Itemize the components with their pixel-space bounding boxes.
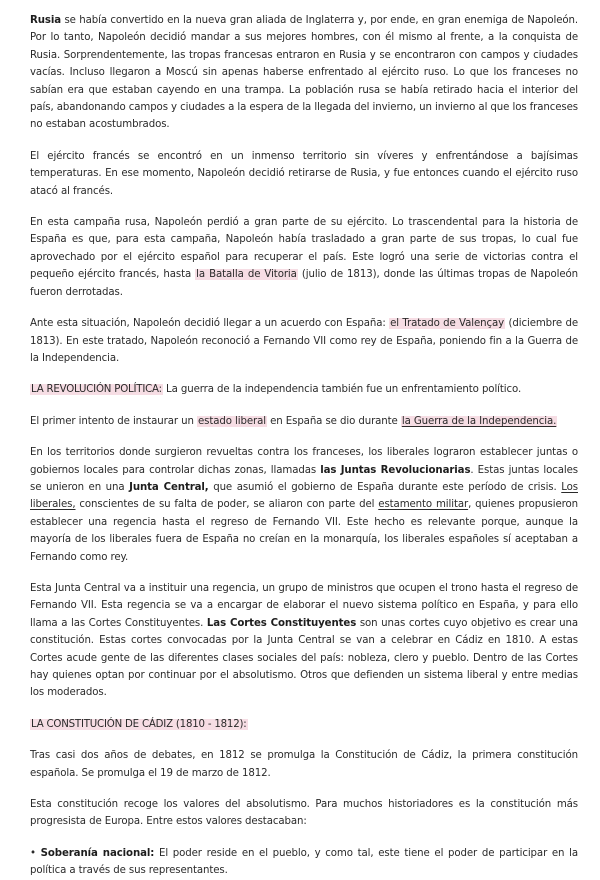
paragraph-text: . Estas juntas locales se unieron en una <box>30 464 578 493</box>
paragraph-text: En esta campaña rusa, Napoleón perdió a gran parte de su ejército. Lo trascendental para la historia de España es que, para esta campaña, Napoleón había trasladado a gran parte de sus tropas, lo cual fue aprovechado por el ejército español para recuperar el país. Este logró una serie de victorias contra el pequeño ejército francés, hasta <box>30 217 578 281</box>
highlight-estado-liberal: estado liberal <box>197 415 266 427</box>
heading-highlight: LA REVOLUCIÓN POLÍTICA: <box>31 384 162 396</box>
paragraph-juntas <box>30 444 578 566</box>
paragraph-text: conscientes de su falta de poder, se aliaron con parte del <box>75 499 379 511</box>
underline-guerra-independencia: la Guerra de la Independencia. <box>401 415 557 427</box>
paragraph-text: Ante esta situación, Napoleón decidió llegar a un acuerdo con España: <box>30 318 390 330</box>
bold-cortes-constituyentes: Las Cortes Constituyentes <box>206 617 357 629</box>
paragraph-tratado <box>30 315 578 367</box>
paragraph-text: El primer intento de instaurar un <box>30 415 197 427</box>
paragraph-text: en España se dio durante <box>266 415 401 427</box>
underline-estamento-militar: estamento militar <box>378 499 469 511</box>
paragraph-promulgacion: Tras casi dos años de debates, en 1812 se promulga la Constitución de Cádiz, la primera constitución española. Se promulga el 19 de marzo de 1812. <box>30 750 578 779</box>
bullet-soberania <box>30 845 578 880</box>
highlight-batalla-vitoria: la Batalla de Vitoria <box>196 269 297 281</box>
paragraph-text: En los territorios donde surgieron revueltas contra los franceses, los liberales lograron establecer juntas o gobiernos locales para controlar dichas zonas, llamadas <box>30 447 578 476</box>
heading-highlight: LA CONSTITUCIÓN DE CÁDIZ (1810 - 1812): <box>31 718 247 730</box>
highlight-tratado-valencay: el Tratado de Valençay <box>390 318 505 330</box>
paragraph-text: que asumió el gobierno de España durante este período de crisis. <box>208 481 562 493</box>
paragraph-ejercito: El ejército francés se encontró en un inmenso territorio sin víveres y enfrentándose a bajísimas temperaturas. En ese momento, Napoleón decidió retirarse de Rusia, y fue entonces cuando el ejército ruso atacó al francés. <box>30 150 578 197</box>
heading-text: La guerra de la independencia también fue un enfrentamiento político. <box>162 384 522 396</box>
paragraph-campana-rusa <box>30 214 578 301</box>
paragraph-text: son unas cortes cuyo objetivo es crear una constitución. Estas cortes convocadas por la Junta Central se van a celebrar en Cádiz en 1810. A estas Cortes acude gente de las diferentes clases sociales del país: nobleza, clero y pueblo. Dentro de las Cortes hay quienes optan por continuar por el absolutismo. Otros que defienden un sistema liberal y entre medias los moderados. <box>30 617 578 699</box>
paragraph-text: Esta Junta Central va a instituir una regencia, un grupo de ministros que ocupen el trono hasta el regreso de Fernando VII. Esta regencia se va a encargar de elaborar el nuevo sistema político en España, y para ello llama a las Cortes Constituyentes. <box>30 582 578 629</box>
bold-term: Rusia <box>30 15 62 26</box>
paragraph-text: , quienes propusieron establecer una regencia hasta el regreso de Fernando VII. Este hecho es relevante porque, aunque la mayoría de los liberales fuera de España no creían en la monarquía, los liberales españoles sí aceptaban a Fernando como rey. <box>30 499 578 563</box>
paragraph-text: El poder reside en el pueblo, y como tal, este tiene el poder de participar en la política a través de sus representantes. <box>30 847 578 877</box>
bold-junta-central: Junta Central, <box>129 481 209 493</box>
paragraph-text: (diciembre de 1813). En este tratado, Napoleón reconoció a Fernando VII como rey de España, poniendo fin a la Guerra de la Independencia. <box>30 318 578 364</box>
paragraph-regencia <box>30 580 578 702</box>
bold-juntas-revolucionarias: las Juntas Revolucionarias <box>320 464 471 476</box>
section-heading-revolucion <box>30 381 578 398</box>
paragraph-valores: Esta constitución recoge los valores del absolutismo. Para muchos historiadores es la constitución más progresista de Europa. Entre estos valores destacaban: <box>30 799 578 828</box>
paragraph-text: (julio de 1813), donde las últimas tropas de Napoleón fueron derrotadas. <box>30 269 578 298</box>
paragraph-estado-liberal <box>30 413 578 430</box>
bullet-icon: • <box>30 847 41 859</box>
paragraph-text: se había convertido en la nueva gran aliada de Inglaterra y, por ende, en gran enemiga de Napoleón. Por lo tanto, Napoleón decidió mandar a sus mejores hombres, con él mismo al frente, a la conquista de Rusia. Sorprendentemente, las tropas francesas entraron en Rusia y se encontraron con campos y ciudades vacías. Incluso llegaron a Moscú sin apenas haberse enfrentado al ejército ruso. Lo que los franceses no sabían era que estaban cayendo en una trampa. La población rusa se había retirado hacia el interior del país, abandonando campos y ciudades a la espera de la llegada del invierno, un invierno al que los franceses no estaban acostumbrados. <box>30 15 579 131</box>
underline-los-liberales: Los liberales, <box>30 481 578 511</box>
section-heading-constitucion <box>30 716 578 733</box>
paragraph-rusia <box>30 12 578 134</box>
bold-soberania-nacional: Soberanía nacional: <box>40 847 155 859</box>
